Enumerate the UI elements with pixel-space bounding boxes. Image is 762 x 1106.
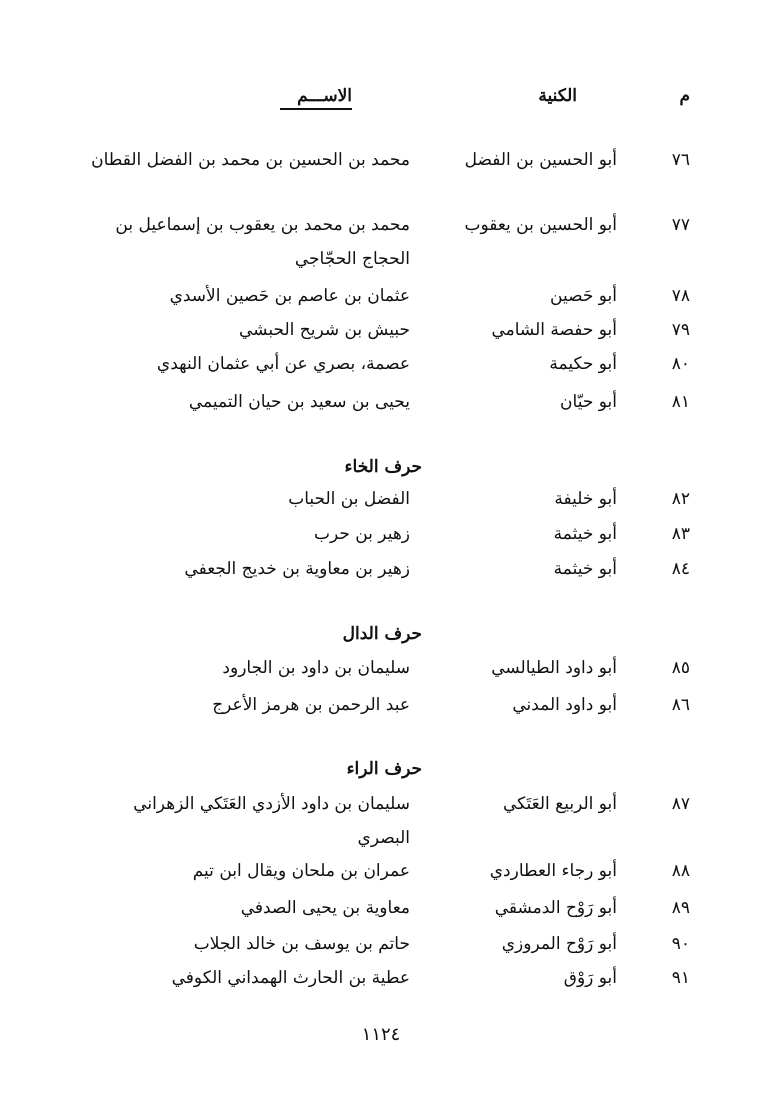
header-name: الاســـم <box>297 86 352 106</box>
row-number: ٨٩ <box>671 898 690 918</box>
row-number: ٧٦ <box>671 150 690 170</box>
section-heading-dal: حرف الدال <box>342 624 422 644</box>
row-number: ٧٨ <box>671 286 690 306</box>
row-name: يحيى بن سعيد بن حيان التميمي <box>188 392 410 412</box>
row-number: ٨٢ <box>671 489 690 509</box>
row-kunya: أبو حيّان <box>560 392 617 412</box>
header-kunya: الكنية <box>538 86 577 106</box>
row-kunya: أبو خليفة <box>554 489 617 509</box>
row-number: ٨٧ <box>671 794 690 814</box>
row-name: محمد بن محمد بن يعقوب بن إسماعيل بن الحجاج الحجّاجي <box>115 215 410 269</box>
row-name: عطية بن الحارث الهمداني الكوفي <box>171 968 410 988</box>
row-kunya: أبو داود الطيالسي <box>491 658 617 678</box>
row-name: عمران بن ملحان ويقال ابن تيم <box>192 861 410 881</box>
row-kunya: أبو رجاء العطاردي <box>489 861 617 881</box>
row-name: زهير بن معاوية بن خديج الجعفي <box>184 559 410 579</box>
row-name: حاتم بن يوسف بن خالد الجلاب <box>193 934 410 954</box>
row-number: ٩٠ <box>671 934 690 954</box>
row-name: عثمان بن عاصم بن حَصين الأسدي <box>169 286 410 306</box>
row-number: ٨٣ <box>671 524 690 544</box>
row-number: ٩١ <box>671 968 690 988</box>
row-number: ٧٧ <box>671 215 690 235</box>
header-number: م <box>679 86 690 106</box>
row-number: ٨٤ <box>671 559 690 579</box>
row-name: حبيش بن شريح الحبشي <box>239 320 410 340</box>
row-name: سليمان بن داود الأزدي العَتَكي الزهراني البصري <box>133 794 410 848</box>
row-kunya: أبو الحسين بن الفضل <box>464 150 617 170</box>
row-name: سليمان بن داود بن الجارود <box>222 658 410 678</box>
row-kunya: أبو حفصة الشامي <box>491 320 617 340</box>
row-kunya: أبو رَوْح الدمشقي <box>494 898 617 918</box>
row-number: ٨٦ <box>671 695 690 715</box>
row-kunya: أبو الربيع العَتَكي <box>502 794 617 814</box>
section-heading-khaa: حرف الخاء <box>344 457 422 477</box>
row-name: الفضل بن الحباب <box>288 489 410 509</box>
row-name: عصمة، بصري عن أبي عثمان النهدي <box>156 354 410 374</box>
row-number: ٨١ <box>671 392 690 412</box>
row-kunya: أبو خيثمة <box>553 524 617 544</box>
row-number: ٨٠ <box>671 354 690 374</box>
row-name: محمد بن الحسين بن محمد بن الفضل القطان <box>91 150 410 170</box>
row-name: زهير بن حرب <box>313 524 410 544</box>
row-name: عبد الرحمن بن هرمز الأعرج <box>212 695 410 715</box>
row-kunya: أبو الحسين بن يعقوب <box>464 215 617 235</box>
row-number: ٧٩ <box>671 320 690 340</box>
row-kunya: أبو حكيمة <box>549 354 617 374</box>
header-underline <box>280 108 352 110</box>
page-number: ١١٢٤ <box>361 1024 401 1045</box>
row-number: ٨٥ <box>671 658 690 678</box>
row-kunya: أبو داود المدني <box>512 695 617 715</box>
row-number: ٨٨ <box>671 861 690 881</box>
row-kunya: أبو رَوْق <box>563 968 617 988</box>
row-name: معاوية بن يحيى الصدفي <box>240 898 410 918</box>
row-kunya: أبو حَصين <box>550 286 617 306</box>
section-heading-raa: حرف الراء <box>346 759 422 779</box>
row-kunya: أبو رَوْح المروزي <box>501 934 617 954</box>
row-kunya: أبو خيثمة <box>553 559 617 579</box>
